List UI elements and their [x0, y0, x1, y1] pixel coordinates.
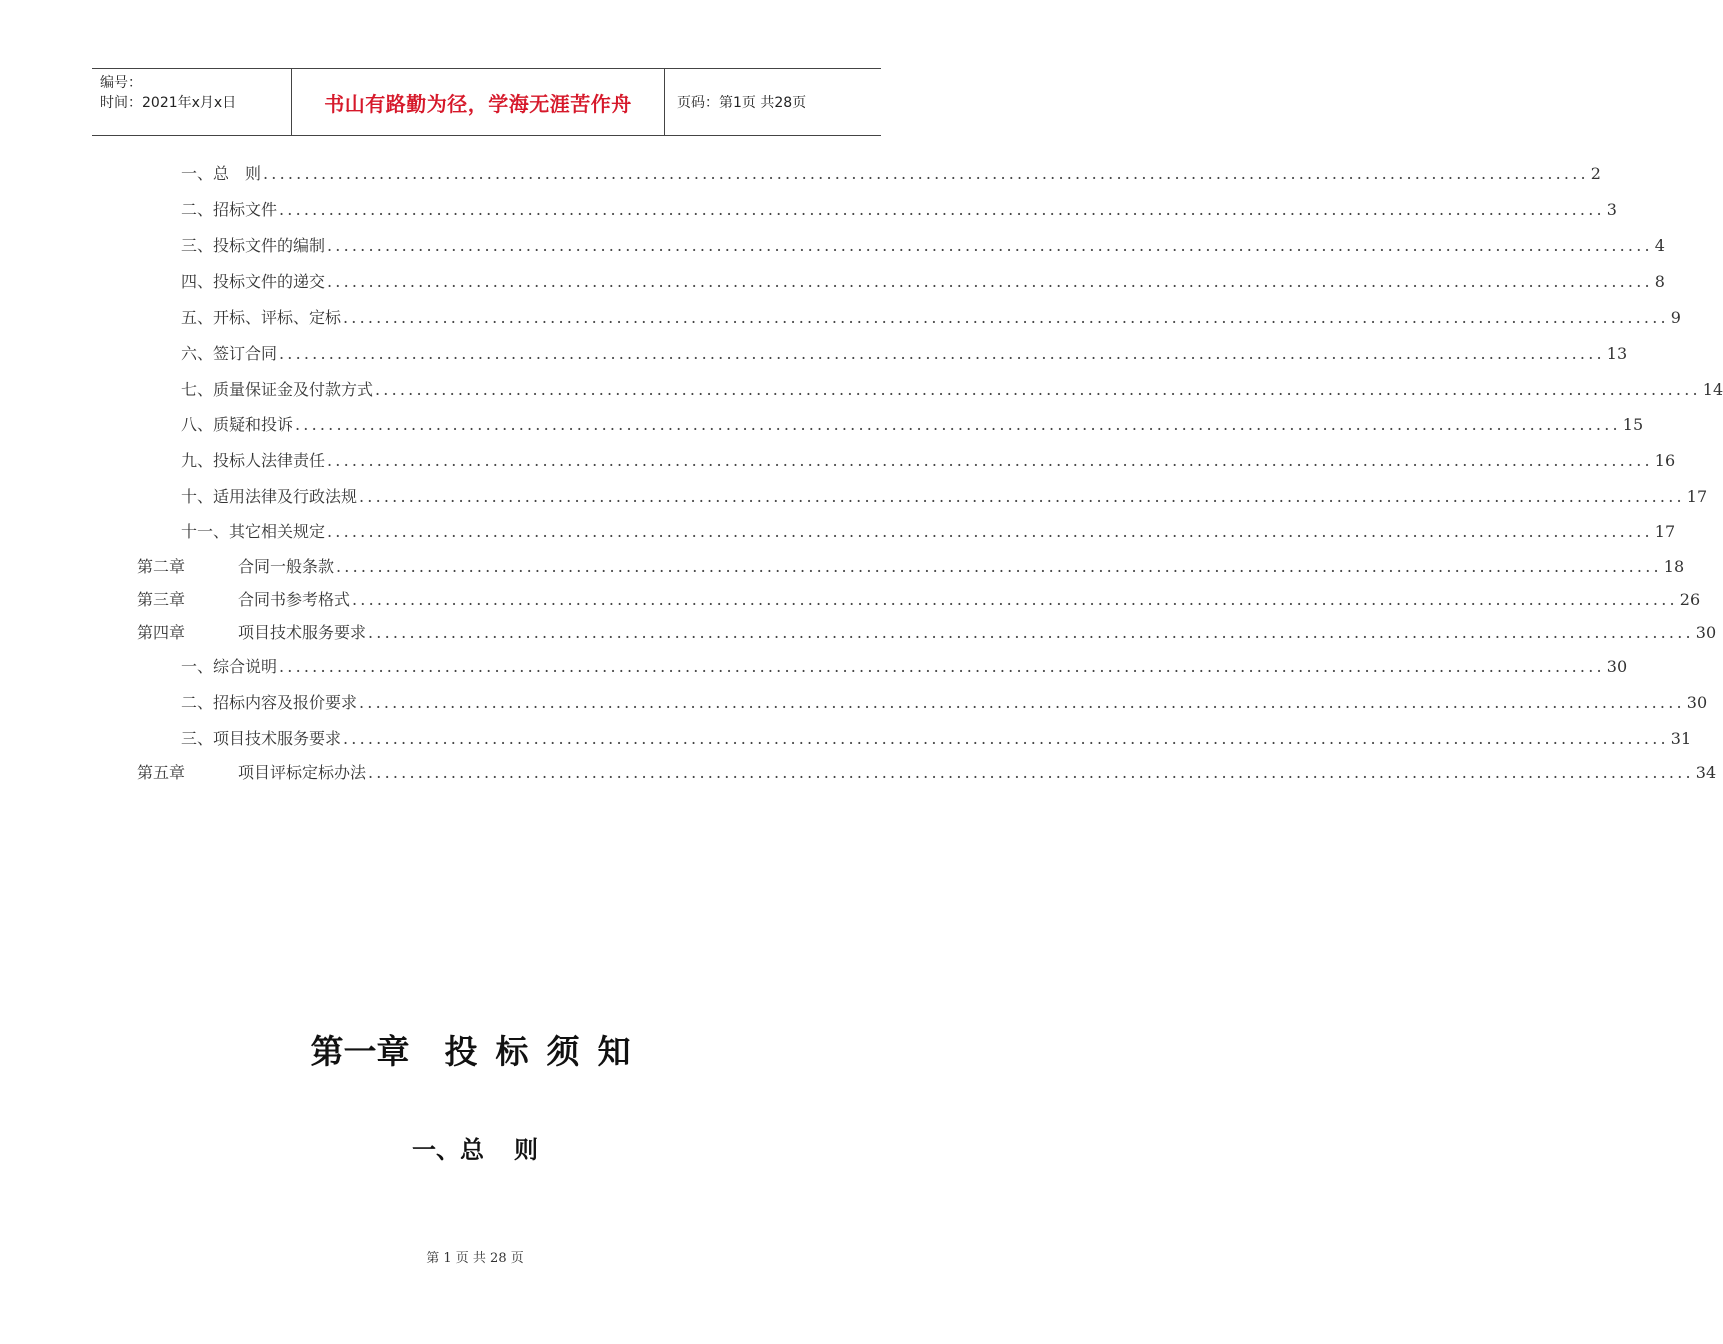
toc-entry-label: 二、招标文件	[181, 200, 278, 219]
toc-entry-label: 十、适用法律及行政法规	[181, 487, 358, 506]
toc-leader-dots: ................................................................................................................................................................	[343, 308, 1669, 327]
toc-page-number: 13	[1606, 344, 1628, 363]
toc-entry-label: 一、总 则	[181, 164, 262, 183]
toc-page-number: 3	[1606, 200, 1617, 219]
chapter-title-char: 须	[546, 1032, 580, 1071]
toc-leader-dots: ................................................................................................................................................................	[327, 236, 1653, 255]
chapter-title-char: 投	[444, 1032, 478, 1071]
toc-entry-label: 合同一般条款	[238, 557, 335, 576]
chapter-title-prefix: 第一章	[310, 1032, 410, 1071]
toc-leader-dots: ................................................................................................................................................................	[295, 415, 1621, 434]
toc-page-number: 15	[1622, 415, 1644, 434]
toc-entry[interactable]	[181, 272, 1665, 292]
toc-entry[interactable]	[181, 308, 1681, 328]
toc-page-number: 2	[1590, 164, 1601, 183]
toc-page-number: 17	[1654, 522, 1676, 541]
toc-page-number: 34	[1695, 763, 1717, 782]
toc-page-number: 30	[1695, 623, 1717, 642]
toc-entry[interactable]	[181, 380, 1723, 400]
toc-leader-dots: ................................................................................................................................................................	[327, 451, 1653, 470]
toc-entry-label: 六、签订合同	[181, 344, 278, 363]
page-header	[92, 68, 881, 136]
toc-entry-label: 项目评标定标办法	[238, 763, 367, 782]
toc-leader-dots: ................................................................................................................................................................	[375, 380, 1701, 399]
toc-entry-label: 项目技术服务要求	[238, 623, 367, 642]
toc-page-number: 16	[1654, 451, 1676, 470]
toc-entry[interactable]	[137, 623, 1717, 643]
toc-page-number: 17	[1686, 487, 1708, 506]
document-number-label: 编号：	[100, 75, 142, 91]
toc-entry[interactable]	[181, 200, 1617, 220]
page-footer: 第 1 页 共 28 页	[426, 1251, 524, 1266]
toc-page-number: 8	[1654, 272, 1665, 291]
header-motto: 书山有路勤为径，学海无涯苦作舟	[324, 91, 632, 116]
toc-entry[interactable]	[181, 729, 1692, 749]
toc-chapter-number: 第三章	[137, 590, 186, 609]
section-title-prefix: 一、总	[412, 1136, 484, 1164]
toc-leader-dots: ................................................................................................................................................................	[279, 200, 1605, 219]
toc-chapter-number: 第二章	[137, 557, 186, 576]
toc-page-number: 30	[1606, 657, 1628, 676]
toc-entry[interactable]	[181, 693, 1708, 713]
toc-entry-label: 三、项目技术服务要求	[181, 729, 342, 748]
toc-leader-dots: ................................................................................................................................................................	[359, 693, 1685, 712]
toc-page-number: 30	[1686, 693, 1708, 712]
toc-entry[interactable]	[137, 590, 1701, 610]
toc-leader-dots: ................................................................................................................................................................	[343, 729, 1669, 748]
toc-chapter-number: 第五章	[137, 763, 186, 782]
toc-entry[interactable]	[181, 415, 1644, 435]
toc-leader-dots: ................................................................................................................................................................	[279, 657, 1605, 676]
toc-leader-dots: ................................................................................................................................................................	[263, 164, 1589, 183]
toc-page-number: 31	[1670, 729, 1692, 748]
toc-entry-label: 七、质量保证金及付款方式	[181, 380, 374, 399]
toc-entry[interactable]	[181, 657, 1628, 677]
chapter-title	[0, 1026, 950, 1073]
toc-leader-dots: ................................................................................................................................................................	[352, 590, 1678, 609]
toc-entry-label: 八、质疑和投诉	[181, 415, 294, 434]
document-date-label: 时间：2021年x月x日	[100, 95, 237, 111]
toc-entry[interactable]	[181, 487, 1708, 507]
header-motto-cell	[292, 69, 665, 135]
toc-entry[interactable]	[137, 763, 1717, 783]
toc-entry[interactable]	[137, 557, 1685, 577]
toc-entry[interactable]	[181, 164, 1601, 184]
toc-entry-label: 九、投标人法律责任	[181, 451, 326, 470]
toc-page-number: 26	[1679, 590, 1701, 609]
toc-page-number: 18	[1663, 557, 1685, 576]
toc-entry-label: 二、招标内容及报价要求	[181, 693, 358, 712]
header-meta	[92, 69, 292, 135]
section-title	[0, 1130, 950, 1165]
toc-entry[interactable]	[181, 344, 1628, 364]
toc-entry-label: 合同书参考格式	[238, 590, 351, 609]
toc-entry-label: 十一、其它相关规定	[181, 522, 326, 541]
toc-leader-dots: ................................................................................................................................................................	[368, 623, 1694, 642]
toc-entry-label: 四、投标文件的递交	[181, 272, 326, 291]
toc-entry[interactable]	[181, 522, 1676, 542]
chapter-title-char: 知	[597, 1032, 631, 1071]
header-page-info: 页码：第1页 共28页	[677, 95, 807, 111]
toc-page-number: 14	[1702, 380, 1723, 399]
toc-entry-label: 五、开标、评标、定标	[181, 308, 342, 327]
toc-leader-dots: ................................................................................................................................................................	[336, 557, 1662, 576]
toc-chapter-number: 第四章	[137, 623, 186, 642]
toc-leader-dots: ................................................................................................................................................................	[327, 522, 1653, 541]
section-title-suffix: 则	[514, 1136, 538, 1164]
toc-page-number: 9	[1670, 308, 1681, 327]
toc-entry-label: 一、综合说明	[181, 657, 278, 676]
toc-entry[interactable]	[181, 451, 1676, 471]
toc-leader-dots: ................................................................................................................................................................	[359, 487, 1685, 506]
toc-leader-dots: ................................................................................................................................................................	[368, 763, 1694, 782]
toc-page-number: 4	[1654, 236, 1665, 255]
toc-leader-dots: ................................................................................................................................................................	[327, 272, 1653, 291]
chapter-title-char: 标	[495, 1032, 529, 1071]
toc-entry-label: 三、投标文件的编制	[181, 236, 326, 255]
toc-entry[interactable]	[181, 236, 1665, 256]
toc-leader-dots: ................................................................................................................................................................	[279, 344, 1605, 363]
